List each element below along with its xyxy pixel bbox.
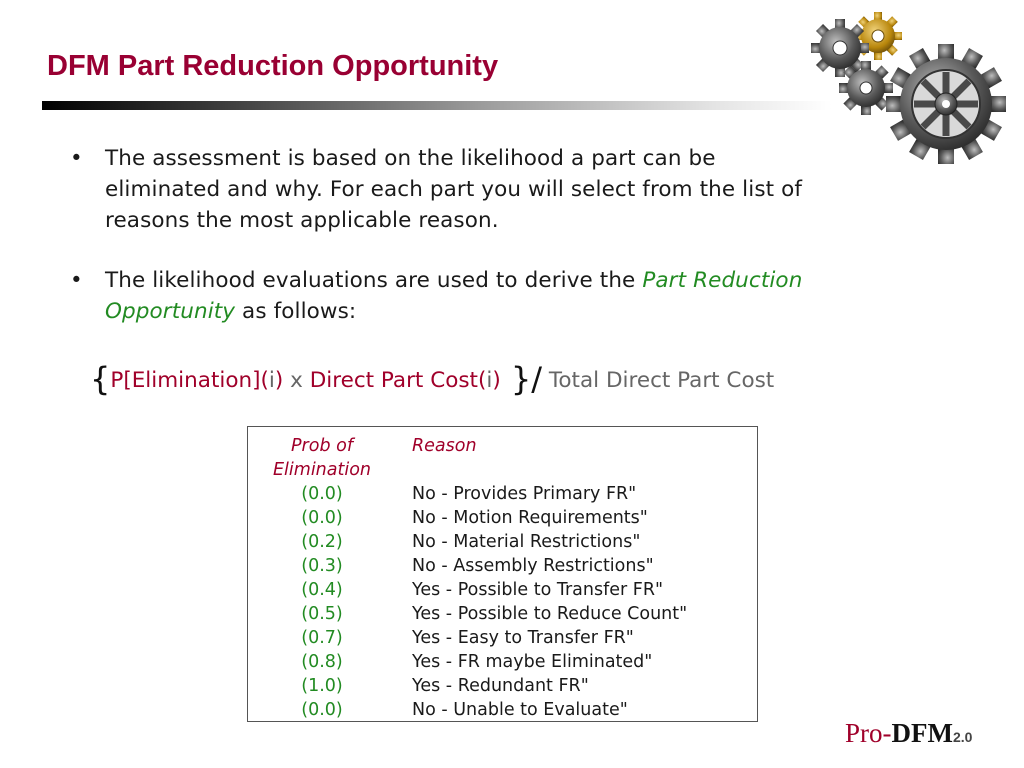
table-row xyxy=(248,674,757,698)
table-row xyxy=(248,506,757,530)
bullet-line: The assessment is based on the likelihood a part can be xyxy=(105,146,716,171)
reason-text: Yes - Possible to Transfer FR" xyxy=(412,580,664,600)
prob-value: (0.4) xyxy=(301,580,343,600)
table-row xyxy=(248,482,757,506)
bullet-prefix: The likelihood evaluations are used to derive the xyxy=(105,268,643,293)
emphasis-part-reduction: Part Reduction xyxy=(642,268,803,293)
prob-value: (0.5) xyxy=(301,604,343,624)
header-reason: Reason xyxy=(412,436,477,456)
prob-value: (0.0) xyxy=(301,508,343,528)
emphasis-opportunity: Opportunity xyxy=(105,299,236,324)
bullet-line xyxy=(105,265,950,296)
gear-small-left xyxy=(811,19,869,77)
reason-text: Yes - Easy to Transfer FR" xyxy=(412,628,634,648)
prob-value: (0.8) xyxy=(301,652,343,672)
formula-term-cost: Direct Part Cost( xyxy=(309,368,487,393)
formula-index: i xyxy=(268,368,275,393)
formula xyxy=(90,360,774,398)
table-row xyxy=(248,554,757,578)
reason-text: No - Assembly Restrictions" xyxy=(412,556,654,576)
formula-paren: ) xyxy=(274,368,284,393)
bullet-line: reasons the most applicable reason. xyxy=(105,208,499,233)
table-row xyxy=(248,530,757,554)
formula-open-brace: { xyxy=(90,360,111,398)
table-row xyxy=(248,626,757,650)
formula-paren: ) xyxy=(492,368,501,393)
reason-text: Yes - Possible to Reduce Count" xyxy=(412,604,688,624)
formula-index: i xyxy=(486,368,493,393)
bullet-line xyxy=(105,296,950,327)
formula-times: x xyxy=(283,368,310,393)
formula-denominator: Total Direct Part Cost xyxy=(542,368,775,393)
reason-text: No - Material Restrictions" xyxy=(412,532,641,552)
header-prob-of-elimination xyxy=(248,434,396,482)
logo-version: 2.0 xyxy=(952,729,973,745)
table-row xyxy=(248,698,757,722)
header-line: Prob of xyxy=(291,436,353,456)
title-divider xyxy=(42,101,832,110)
prob-value: (0.0) xyxy=(301,484,343,504)
reason-text: No - Motion Requirements" xyxy=(412,508,648,528)
prob-value: (0.0) xyxy=(301,700,343,720)
bullet-suffix: as follows: xyxy=(235,299,357,324)
pro-dfm-logo xyxy=(845,718,972,749)
logo-dfm: DFM xyxy=(891,718,953,748)
table-rows xyxy=(248,482,757,722)
table-row xyxy=(248,650,757,674)
prob-value: (0.7) xyxy=(301,628,343,648)
bullet-dot: • xyxy=(70,146,83,171)
elimination-table xyxy=(247,426,758,722)
table-row xyxy=(248,578,757,602)
formula-term-elimination: P[Elimination]( xyxy=(110,368,269,393)
bullet-text xyxy=(105,265,950,327)
prob-value: (1.0) xyxy=(301,676,343,696)
bullet-dot: • xyxy=(70,268,83,293)
reason-text: Yes - Redundant FR" xyxy=(412,676,589,696)
slide-title: DFM Part Reduction Opportunity xyxy=(47,50,499,82)
reason-text: No - Unable to Evaluate" xyxy=(412,700,628,720)
gear-medium xyxy=(839,61,893,115)
prob-value: (0.3) xyxy=(301,556,343,576)
bullet-text xyxy=(105,143,950,236)
table-row xyxy=(248,602,757,626)
logo-pro: Pro- xyxy=(845,718,892,748)
prob-value: (0.2) xyxy=(301,532,343,552)
header-line: Elimination xyxy=(272,460,372,480)
formula-close-brace: }/ xyxy=(500,360,543,398)
reason-text: No - Provides Primary FR" xyxy=(412,484,637,504)
reason-text: Yes - FR maybe Eliminated" xyxy=(412,652,653,672)
bullet-line: eliminated and why. For each part you will select from the list of xyxy=(105,177,803,202)
